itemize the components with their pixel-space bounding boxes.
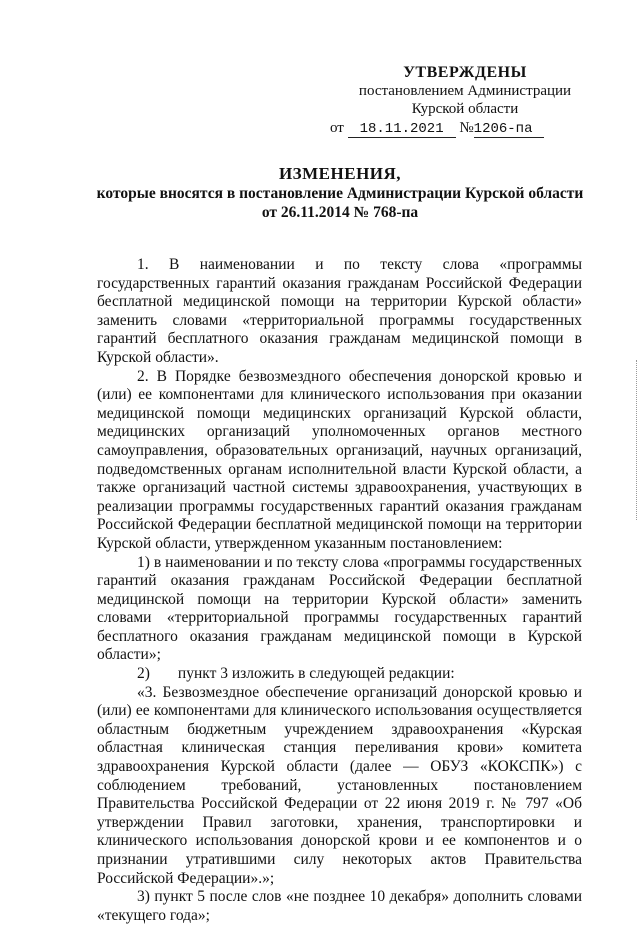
- paragraph-2: 2. В Порядке безвозмездного обеспечения донорской кровью и (или) ее компонентами для клинического использования при оказании медицинской помощи медицинских организаций Курской области, медицинских организаций уполномоченных органов местного самоуправления, образовательных организаций, научных организаций, подведомственных органам исполнительной власти Курской области, а также организаций частной системы здравоохранения, участвующих в реализации программы государственных гарантий оказания гражданам Российской Федерации бесплатной медицинской помощи на территории Курской области, утвержденном указанным постановлением:: [97, 367, 582, 552]
- document-title: [95, 164, 585, 222]
- item-2-text: пункт 3 изложить в следующей редакции:: [177, 665, 455, 683]
- approval-number: 1206-па: [474, 121, 544, 138]
- approval-date: 18.11.2021: [348, 121, 456, 138]
- date-prefix: от: [330, 120, 344, 136]
- paragraph-quote-3: «3. Безвозмездное обеспечение организаций донорской кровью и (или) ее компонентами для клинического использования осуществляется областным бюджетным учреждением здравоохранения «Курская областная клиническая станция переливания крови» комитета здравоохранения Курской области (далее — ОБУЗ «КОКСПК») с соблюдением требований, установленных постановлением Правительства Российской Федерации от 22 июня 2019 г. № 797 «Об утверждении Правил заготовки, хранения, транспортировки и клинического использования донорской крови и ее компонентов и о признании утратившими силу некоторых актов Правительства Российской Федерации».»;: [97, 683, 582, 887]
- paragraph-2-1: 1) в наименовании и по тексту слова «программы государственных гарантий оказания гражданам Российской Федерации бесплатной медицинской помощи на территории Курской области» заменить словами «территориальной программы государственных гарантий бесплатного оказания гражданам медицинской помощи в Курской области»;: [97, 553, 582, 664]
- approval-heading: УТВЕРЖДЕНЫ: [403, 64, 527, 81]
- approval-line-2: Курской области: [411, 101, 519, 117]
- scan-edge-marks: [630, 360, 637, 520]
- item-2-number: 2): [137, 665, 150, 683]
- title-line-2: от 26.11.2014 № 768-па: [261, 204, 419, 221]
- approval-number-line: [330, 119, 580, 138]
- title-line-1: которые вносятся в постановление Администрации Курской области: [96, 185, 584, 202]
- approval-line-1: постановлением Администрации: [358, 83, 572, 99]
- paragraph-2-3: 3) пункт 5 после слов «не позднее 10 декабря» дополнить словами «текущего года»;: [97, 888, 582, 924]
- paragraph-2-2: [97, 665, 582, 684]
- approval-stamp: [330, 64, 580, 138]
- document-body: [97, 256, 582, 925]
- number-prefix: №: [459, 120, 474, 136]
- paragraph-1: 1. В наименовании и по тексту слова «программы государственных гарантий оказания гражданам Российской Федерации бесплатной медицинской помощи на территории Курской области» заменить словами «территориальной программы государственных гарантий бесплатного оказания гражданам медицинской помощи в Курской области».: [97, 256, 582, 366]
- title-heading: ИЗМЕНЕНИЯ,: [278, 164, 402, 183]
